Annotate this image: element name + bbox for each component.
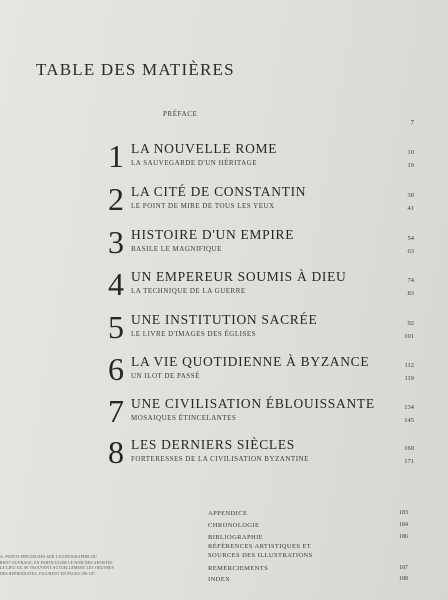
- back-matter-item: REMERCIEMENTS: [208, 565, 269, 572]
- chapter-entry: [0, 353, 448, 393]
- chapter-subtitle: LE LIVRE D'IMAGES DES ÉGLISES: [131, 330, 257, 338]
- credits-line: A: POINTS PRÉCIEUSES SUR L'ICONOGRAPHIE DU: [0, 555, 97, 559]
- illustration-credits-note: [0, 555, 130, 577]
- chapter-title-page: 54: [407, 235, 414, 242]
- chapter-subtitle: LA SAUVEGARDE D'UN HÉRITAGE: [131, 159, 257, 167]
- chapter-number: 6: [108, 351, 124, 387]
- credits-line: LE LIEU OÙ SE TROUVENT ACTUELLEMENT LES OEUVRES: [0, 566, 114, 571]
- chapter-subtitle-page: 101: [404, 333, 414, 340]
- chapter-entry: [0, 268, 448, 308]
- preface-page-number: 7: [410, 119, 414, 127]
- chapter-number: 7: [108, 393, 124, 429]
- chapter-title: UNE INSTITUTION SACRÉE: [131, 312, 318, 327]
- chapter-subtitle-page: 41: [407, 205, 414, 212]
- back-matter-item: SOURCES DES ILLUSTRATIONS: [208, 552, 313, 559]
- chapter-subtitle-page: 83: [407, 290, 414, 297]
- chapter-entry: [0, 183, 448, 223]
- back-matter-page: 187: [399, 565, 408, 571]
- chapter-subtitle: LE POINT DE MIRE DE TOUS LES YEUX: [131, 202, 275, 210]
- chapter-title-page: 10: [407, 149, 414, 156]
- chapter-subtitle-page: 19: [407, 162, 414, 169]
- chapter-entry: [0, 226, 448, 266]
- chapter-entry: [0, 395, 448, 435]
- chapter-number: 5: [108, 309, 124, 345]
- chapter-number: 2: [108, 181, 124, 217]
- chapter-number: 8: [108, 434, 124, 470]
- chapter-entry: [0, 140, 448, 180]
- back-matter-page: 183: [399, 510, 408, 516]
- chapter-title: LA CITÉ DE CONSTANTIN: [131, 184, 307, 199]
- chapter-title: UN EMPEREUR SOUMIS À DIEU: [131, 269, 347, 284]
- chapter-title-page: 134: [404, 404, 414, 411]
- chapter-title: LES DERNIERS SIÈCLES: [131, 437, 296, 452]
- chapter-title-page: 74: [407, 277, 414, 284]
- chapter-subtitle: MOSAIQUES ÉTINCELANTES: [131, 414, 237, 422]
- chapter-number: 1: [108, 138, 124, 174]
- credits-line: RENT OUVRAGE, EN PARTICULIER LE NOM DES ARTISTES: [0, 560, 113, 565]
- back-matter-page: 184: [399, 522, 408, 528]
- chapter-subtitle: FORTERESSES DE LA CIVILISATION BYZANTINE: [131, 455, 309, 463]
- chapter-number: 4: [108, 266, 124, 302]
- page-title: TABLE DES MATIÈRES: [36, 60, 235, 79]
- chapter-title-page: 160: [404, 445, 414, 452]
- chapter-number: 3: [108, 224, 124, 260]
- chapter-subtitle: BASILE LE MAGNIFIQUE: [131, 245, 222, 253]
- back-matter-item: RÉFÉRENCES ARTISTIQUES ET: [208, 543, 312, 550]
- back-matter-item: BIBLIOGRAPHIE: [208, 534, 264, 541]
- chapter-subtitle-page: 145: [404, 417, 414, 424]
- back-matter-item: INDEX: [208, 576, 231, 583]
- chapter-subtitle: UN ILOT DE PASSÉ: [131, 372, 200, 380]
- chapter-subtitle: LA TECHNIQUE DE LA GUERRE: [131, 287, 246, 295]
- back-matter-item: CHRONOLOGIE: [208, 522, 260, 529]
- chapter-entry: [0, 436, 448, 476]
- chapter-subtitle-page: 63: [407, 248, 414, 255]
- chapter-title-page: 112: [404, 362, 414, 369]
- back-matter-page: 186: [399, 534, 408, 540]
- chapter-subtitle-page: 119: [404, 375, 414, 382]
- chapter-subtitle-page: 171: [404, 458, 414, 465]
- back-matter-page: 188: [399, 576, 408, 582]
- credits-line: DES REPRODUITES, FIGURENT EN PAGES 186-187.: [0, 571, 97, 576]
- chapter-title-page: 30: [407, 192, 414, 199]
- chapter-title-page: 92: [407, 320, 414, 327]
- chapter-title: UNE CIVILISATION ÉBLOUISSANTE: [131, 396, 375, 411]
- chapter-title: LA NOUVELLE ROME: [131, 141, 278, 156]
- chapter-entry: [0, 311, 448, 351]
- chapter-title: LA VIE QUOTIDIENNE À BYZANCE: [131, 354, 370, 369]
- preface-label: PRÉFACE: [163, 110, 198, 118]
- chapter-title: HISTOIRE D'UN EMPIRE: [131, 227, 295, 242]
- back-matter-item: APPENDICE: [208, 510, 248, 517]
